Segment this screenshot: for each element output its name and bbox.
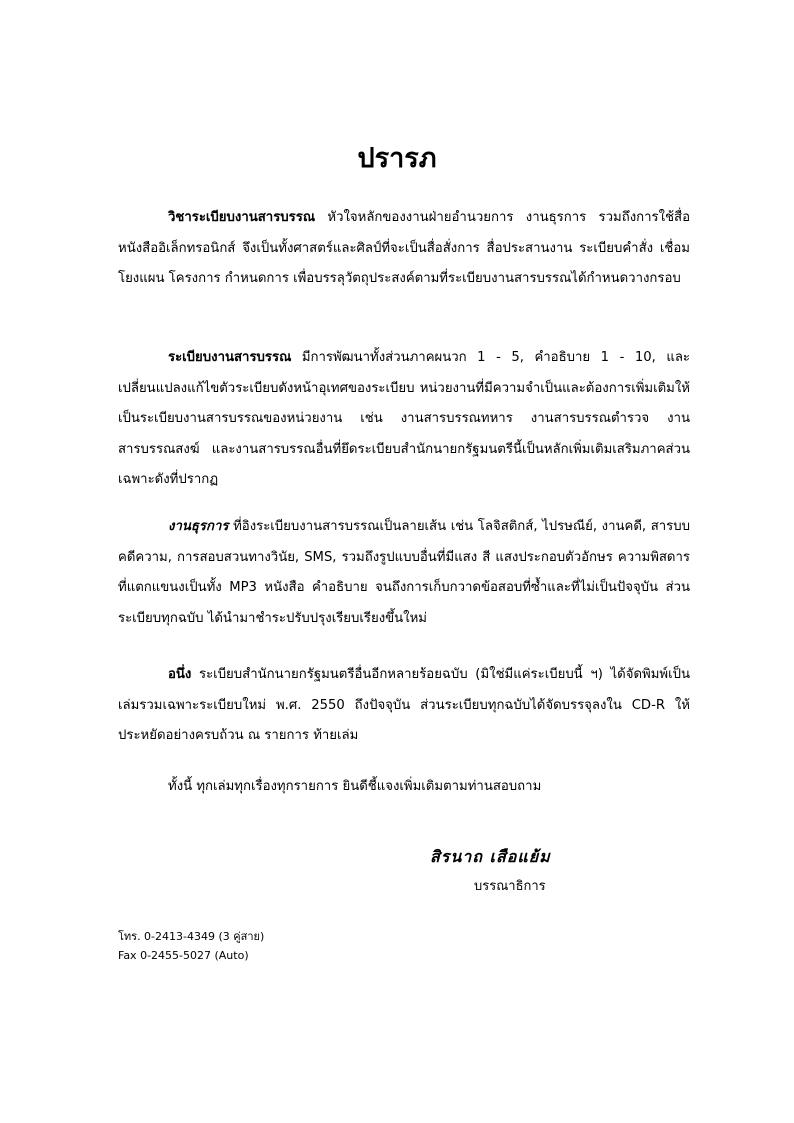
- paragraph-body: หัวใจหลักของงานฝ่ายอำนวยการ งานธุรการ รวมถึงการใช้สื่อหนังสืออิเล็กทรอนิกส์ จึงเป็นทั้งศาสตร์และศิลป์ที่จะเป็นสื่อสั่งการ สื่อประสานงาน ระเบียบคำสั่ง เชื่อมโยงแผน โครงการ กำหนดการ เพื่อบรรลุวัตถุประสงค์ตามที่ระเบียบงานสารบรรณได้กำหนดวางกรอบ: [118, 210, 690, 286]
- paragraph-body: ที่อิงระเบียบงานสารบรรณเป็นลายเส้น เช่น โลจิสติกส์, ไปรษณีย์, งานคดี, สารบบคดีความ, การสอบสวนทางวินัย, SMS, รวมถึงรูปแบบอื่นที่มีแสง สี แสงประกอบตัวอักษร ความพิสดารที่แตกแขนงเป็นทั้ง MP3 หนังสือ คำอธิบาย จนถึงการเก็บกวาดข้อสอบที่ซ้ำและที่ไม่เป็นปัจจุบัน ส่วนระเบียบทุกฉบับ ได้นำมาชำระปรับปรุงเรียบเรียงขึ้นใหม่: [118, 519, 690, 626]
- paragraph-lead: งานธุรการ: [168, 519, 229, 534]
- signature-name: สิรนาถ เสือแย้ม: [430, 847, 551, 866]
- paragraph-lead: อนึ่ง: [168, 667, 192, 682]
- contact-fax: Fax 0-2455-5027 (Auto): [118, 949, 249, 962]
- paragraph-body: ระเบียบสำนักนายกรัฐมนตรีอื่นอีกหลายร้อยฉบับ (มิใช่มีแค่ระเบียบนี้ ฯ) ได้จัดพิมพ์เป็นเล่มรวมเฉพาะระเบียบใหม่ พ.ศ. 2550 ถึงปัจจุบัน ส่วนระเบียบทุกฉบับได้จัดบรรจุลงใน CD-R ให้ประหยัดอย่างครบถ้วน ณ รายการ ท้ายเล่ม: [118, 667, 690, 743]
- paragraph-lead: วิชาระเบียบงานสารบรรณ: [168, 210, 316, 225]
- paragraph-4: [118, 660, 690, 752]
- paragraph-5: [118, 772, 690, 803]
- signature-role: บรรณาธิการ: [474, 879, 546, 894]
- page-title: ปรารภ: [357, 143, 437, 174]
- paragraph-3: [118, 512, 690, 634]
- paragraph-body: ทั้งนี้ ทุกเล่มทุกเรื่องทุกรายการ ยินดีชี้แจงเพิ่มเติมตามท่านสอบถาม: [168, 779, 542, 794]
- paragraph-lead: ระเบียบงานสารบรรณ: [168, 350, 292, 365]
- contact-phone: โทร. 0-2413-4349 (3 คู่สาย): [118, 930, 265, 943]
- paragraph-2: [118, 343, 690, 496]
- paragraph-1: [118, 203, 690, 295]
- paragraph-body: มีการพัฒนาทั้งส่วนภาคผนวก 1 - 5, คำอธิบาย 1 - 10, และเปลี่ยนแปลงแก้ไขตัวระเบียบดังหน้าอุเทศของระเบียบ หน่วยงานที่มีความจำเป็นและต้องการเพิ่มเติมให้เป็นระเบียบงานสารบรรณของหน่วยงาน เช่น งานสารบรรณทหาร งานสารบรรณตำรวจ งานสารบรรณสงฆ์ และงานสารบรรณอื่นที่ยึดระเบียบสำนักนายกรัฐมนตรีนี้เป็นหลักเพิ่มเติมเสริมภาคส่วนเฉพาะดังที่ปรากฏ: [118, 350, 690, 487]
